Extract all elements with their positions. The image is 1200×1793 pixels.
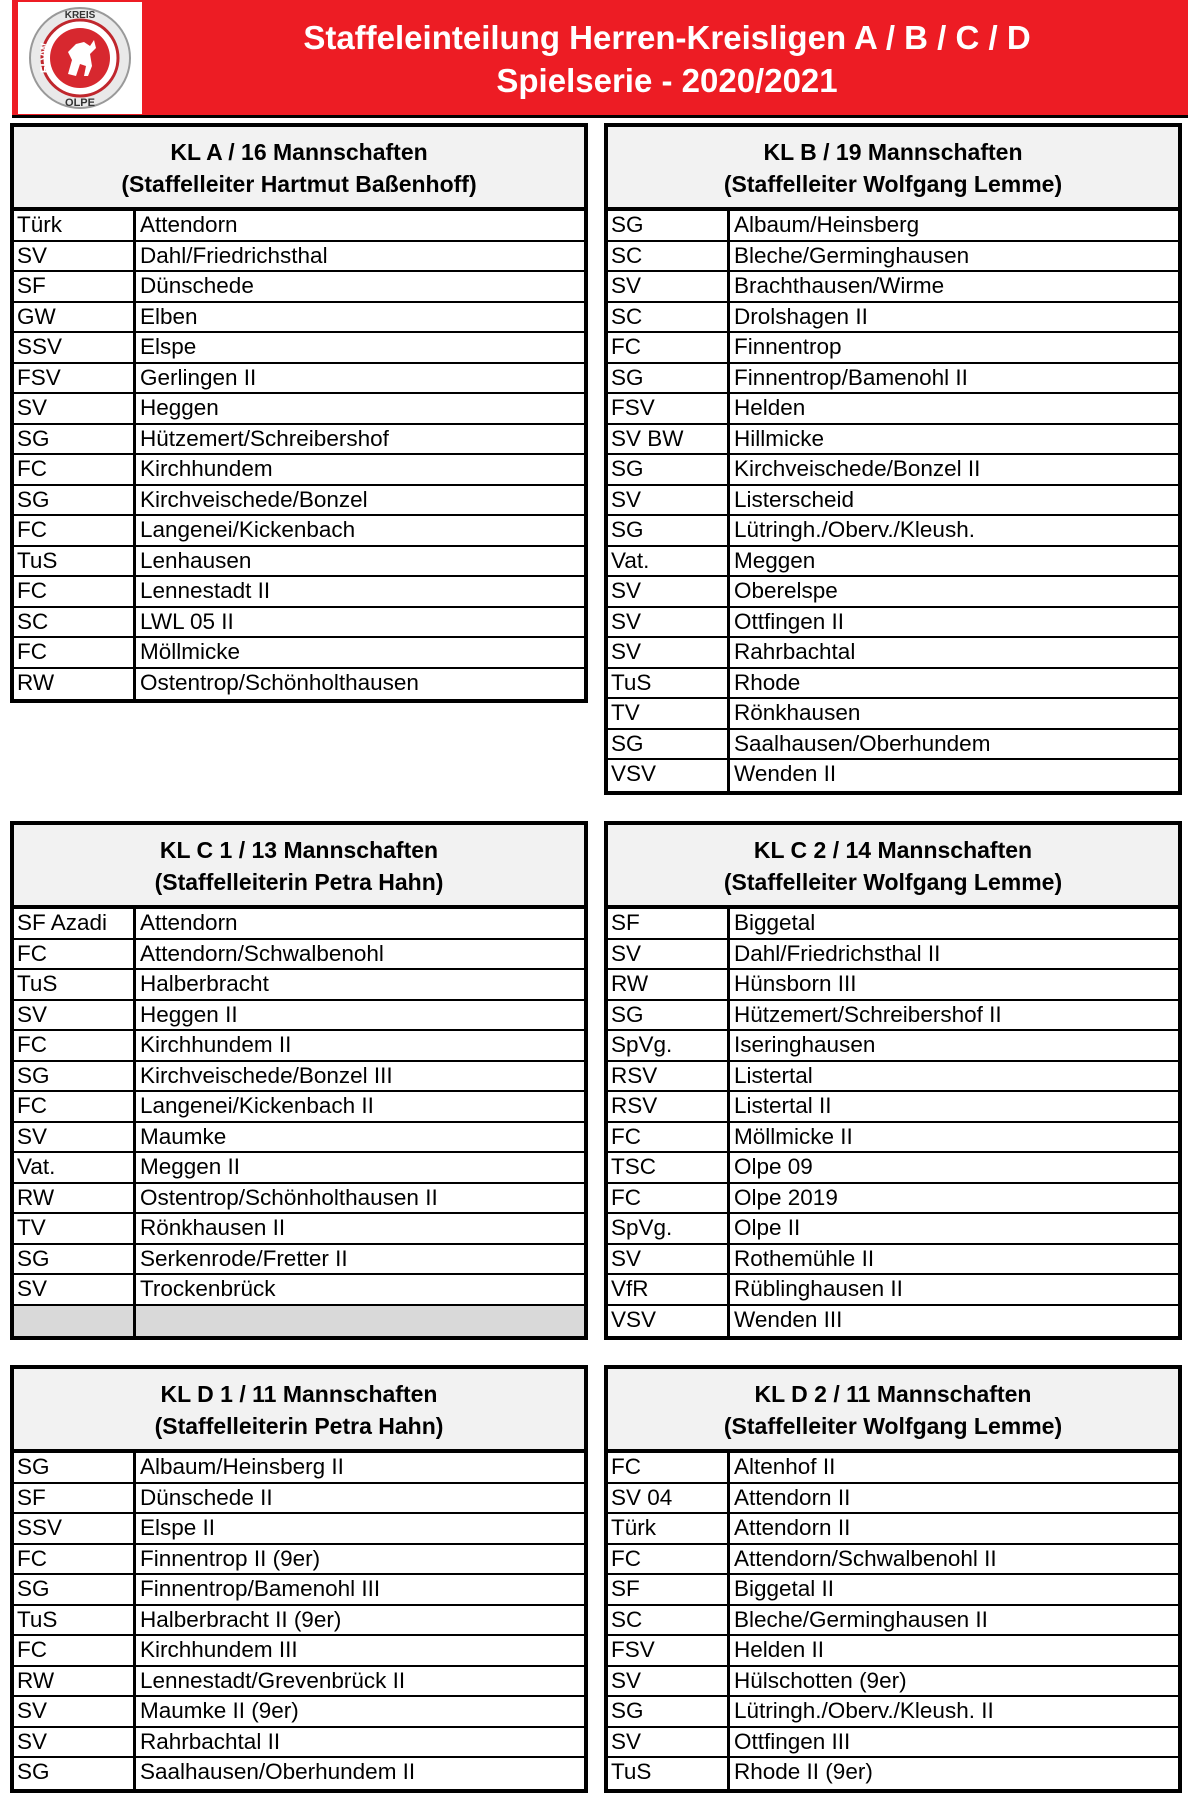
table-row (14, 1245, 584, 1276)
table-row (14, 669, 584, 700)
team-club: Helden (734, 395, 806, 420)
table-row (14, 1728, 584, 1759)
team-prefix: SG (14, 1062, 136, 1091)
team-prefix: FC (14, 638, 136, 667)
team-prefix: RSV (608, 1092, 730, 1121)
table-row (608, 970, 1178, 1001)
table-row (14, 608, 584, 639)
team-club: Dünschede II (140, 1484, 273, 1510)
team-club: Listerscheid (734, 486, 855, 512)
table-row (608, 455, 1178, 486)
table-row (14, 1758, 584, 1789)
team-prefix: FC (608, 1453, 730, 1482)
table-row (14, 425, 584, 456)
team-club: Wenden II (734, 761, 837, 786)
table-row (608, 364, 1178, 395)
team-club: Hülschotten (9er) (734, 1667, 907, 1693)
team-list (608, 211, 1178, 791)
table-row (14, 333, 584, 364)
team-prefix: SF Azadi (14, 909, 136, 938)
team-club: Brachthausen/Wirme (734, 273, 945, 298)
team-club: Elben (140, 303, 198, 329)
team-prefix: TuS (14, 1606, 136, 1635)
table-row (608, 1184, 1178, 1215)
league-table (604, 1365, 1182, 1793)
table-row (14, 1001, 584, 1032)
team-prefix: SG (14, 1575, 136, 1604)
team-club: Trockenbrück (140, 1276, 276, 1301)
league-leader: (Staffelleiter Wolfgang Lemme) (723, 869, 1063, 895)
table-row (608, 242, 1178, 273)
team-prefix: SG (14, 425, 136, 454)
table-row (608, 1214, 1178, 1245)
league-table (10, 123, 588, 703)
team-prefix: VSV (608, 760, 730, 791)
team-club: Lütringh./Oberv./Kleush. II (734, 1698, 994, 1723)
team-club: Serkenrode/Fretter II (140, 1245, 348, 1271)
league-title: KL B / 19 Mannschaften (763, 139, 1023, 165)
team-club: Helden II (734, 1637, 825, 1662)
table-row (608, 303, 1178, 334)
team-club: Halberbracht II (9er) (140, 1606, 342, 1632)
team-list (608, 1453, 1178, 1789)
team-club: Lütringh./Oberv./Kleush. (734, 517, 975, 542)
league-title: KL D 2 / 11 Mannschaften (754, 1381, 1032, 1407)
table-row (14, 1667, 584, 1698)
team-club: Langenei/Kickenbach II (140, 1093, 374, 1118)
team-prefix: FSV (608, 1636, 730, 1665)
team-prefix: VSV (608, 1306, 730, 1337)
league-title: KL A / 16 Mannschaften (170, 139, 428, 165)
logo-left-text: FLVW (39, 42, 51, 74)
table-row (14, 1606, 584, 1637)
team-prefix: SV 04 (608, 1484, 730, 1513)
team-club: Gerlingen II (140, 364, 257, 390)
team-prefix: VfR (608, 1275, 730, 1304)
team-prefix: FC (14, 1545, 136, 1574)
team-prefix: TuS (14, 547, 136, 576)
logo-container (18, 2, 142, 114)
team-club: Oberelspe (734, 578, 838, 603)
team-prefix: SV (14, 1275, 136, 1304)
table-row (14, 394, 584, 425)
table-row (608, 1636, 1178, 1667)
team-club: Kirchhundem (140, 456, 273, 481)
league-leader: (Staffelleiterin Petra Hahn) (154, 1413, 444, 1439)
team-club: Iseringhausen (734, 1032, 876, 1057)
team-club: Ostentrop/Schönholthausen II (140, 1184, 438, 1210)
team-club: Kirchveischede/Bonzel (140, 486, 368, 512)
team-club: Finnentrop II (9er) (140, 1545, 321, 1571)
team-club: Attendorn II (734, 1484, 851, 1510)
team-prefix: RW (14, 1667, 136, 1696)
team-club: Finnentrop (734, 334, 842, 359)
table-row (14, 364, 584, 395)
table-row (14, 303, 584, 334)
team-club: Maumke (140, 1123, 227, 1149)
table-row (608, 1606, 1178, 1637)
team-club: Altenhof II (734, 1454, 836, 1479)
team-prefix: SV (14, 1728, 136, 1757)
team-club: Rüblinghausen II (734, 1276, 903, 1301)
table-row (608, 669, 1178, 700)
flvw-kreis-olpe-logo-icon (24, 4, 136, 112)
team-club: Rahrbachtal (734, 639, 856, 664)
table-row (608, 1245, 1178, 1276)
team-club: Olpe II (734, 1215, 801, 1240)
table-row (608, 1667, 1178, 1698)
team-prefix: SV BW (608, 425, 730, 454)
team-prefix: SV (608, 1667, 730, 1696)
team-club: Finnentrop/Bamenohl II (734, 364, 968, 390)
team-club: Attendorn (140, 212, 238, 237)
team-list (14, 909, 584, 1336)
team-club: Dahl/Friedrichsthal II (734, 940, 941, 966)
table-row (14, 1575, 584, 1606)
team-prefix: SG (608, 1697, 730, 1726)
table-row (608, 1306, 1178, 1337)
team-prefix: SV (608, 940, 730, 969)
team-prefix: SC (608, 242, 730, 271)
team-prefix: RW (14, 669, 136, 700)
team-prefix: FC (14, 577, 136, 606)
team-prefix: FC (14, 1636, 136, 1665)
team-list (14, 1453, 584, 1789)
table-row (608, 1484, 1178, 1515)
table-row (608, 940, 1178, 971)
table-row (14, 1453, 584, 1484)
table-row (14, 211, 584, 242)
league-header (608, 1369, 1178, 1453)
team-club: Rothemühle II (734, 1245, 875, 1271)
table-row (14, 1306, 584, 1337)
team-club: Hünsborn III (734, 971, 857, 996)
team-club: Drolshagen II (734, 303, 868, 329)
team-club: Albaum/Heinsberg (734, 212, 920, 237)
table-row (14, 1184, 584, 1215)
table-row (608, 1123, 1178, 1154)
team-club: Ottfingen II (734, 608, 845, 634)
team-prefix: SF (14, 1484, 136, 1513)
table-row (14, 1545, 584, 1576)
team-prefix: GW (14, 303, 136, 332)
table-row (14, 1031, 584, 1062)
team-club: Ottfingen III (734, 1728, 851, 1754)
team-prefix: SV (608, 577, 730, 606)
team-club: Attendorn II (734, 1515, 851, 1540)
table-row (14, 940, 584, 971)
league-leader: (Staffelleiter Wolfgang Lemme) (723, 171, 1063, 197)
team-club: Kirchveischede/Bonzel II (734, 456, 981, 481)
table-row (608, 638, 1178, 669)
league-table (604, 123, 1182, 795)
league-table (10, 1365, 588, 1793)
team-prefix: SG (14, 1245, 136, 1274)
team-prefix: SG (608, 211, 730, 240)
team-club: Bleche/Germinghausen II (734, 1606, 988, 1632)
table-row (14, 1123, 584, 1154)
team-prefix: Vat. (14, 1153, 136, 1182)
team-prefix: FC (14, 1092, 136, 1121)
table-row (608, 1275, 1178, 1306)
team-prefix: SG (14, 1758, 136, 1789)
team-prefix: SSV (14, 1514, 136, 1543)
team-prefix: RW (608, 970, 730, 999)
team-club: Dahl/Friedrichsthal (140, 242, 328, 268)
logo-bottom-text: OLPE (65, 97, 95, 109)
team-prefix: FSV (14, 364, 136, 393)
team-prefix: SSV (14, 333, 136, 362)
team-club: Lennestadt II (140, 578, 271, 603)
table-row (608, 1453, 1178, 1484)
table-row (608, 1514, 1178, 1545)
table-row (608, 547, 1178, 578)
team-club: LWL 05 II (140, 608, 234, 634)
team-club: Bleche/Germinghausen (734, 242, 970, 268)
team-prefix: FC (608, 333, 730, 362)
team-club: Hützemert/Schreibershof II (734, 1001, 1002, 1027)
league-header (14, 825, 584, 909)
team-club: Heggen (140, 395, 219, 420)
team-prefix: FC (14, 516, 136, 545)
table-row (14, 1636, 584, 1667)
team-club: Kirchveischede/Bonzel III (140, 1062, 393, 1088)
table-row (14, 242, 584, 273)
team-club: Biggetal II (734, 1576, 835, 1601)
team-prefix: FC (608, 1184, 730, 1213)
team-club (136, 1306, 584, 1337)
team-prefix: FC (14, 1031, 136, 1060)
table-row (14, 1062, 584, 1093)
team-prefix: TuS (608, 1758, 730, 1789)
team-prefix: SV (608, 486, 730, 515)
team-club: Meggen (734, 547, 816, 573)
team-prefix: SV (14, 1001, 136, 1030)
team-prefix: Vat. (608, 547, 730, 576)
league-leader: (Staffelleiter Wolfgang Lemme) (723, 1413, 1063, 1439)
logo-top-text: KREIS (64, 10, 96, 21)
table-row (14, 1484, 584, 1515)
table-row (608, 211, 1178, 242)
table-row (14, 1514, 584, 1545)
team-prefix: SG (608, 364, 730, 393)
team-prefix: SV (608, 272, 730, 301)
table-row (14, 1275, 584, 1306)
table-row (608, 272, 1178, 303)
team-list (608, 909, 1178, 1336)
team-prefix (14, 1306, 136, 1337)
team-prefix: SF (608, 1575, 730, 1604)
table-row (608, 425, 1178, 456)
team-prefix: SV (14, 242, 136, 271)
team-prefix: SC (608, 1606, 730, 1635)
team-prefix: SV (14, 394, 136, 423)
table-row (608, 1092, 1178, 1123)
table-row (608, 608, 1178, 639)
team-prefix: FC (14, 455, 136, 484)
table-row (14, 547, 584, 578)
team-prefix: SF (14, 272, 136, 301)
table-row (608, 1575, 1178, 1606)
team-club: Halberbracht (140, 971, 269, 996)
team-club: Hillmicke (734, 425, 824, 451)
team-club: Elspe (140, 334, 197, 359)
league-title: KL C 2 / 14 Mannschaften (753, 837, 1033, 863)
team-prefix: TuS (14, 970, 136, 999)
table-row (14, 1153, 584, 1184)
team-prefix: FC (608, 1545, 730, 1574)
team-club: Saalhausen/Oberhundem II (140, 1759, 416, 1784)
team-club: Rhode (734, 669, 801, 695)
league-table (604, 821, 1182, 1340)
table-row (608, 577, 1178, 608)
team-club: Ostentrop/Schönholthausen (140, 669, 419, 695)
team-prefix: SF (608, 909, 730, 938)
table-row (608, 1728, 1178, 1759)
team-prefix: SG (14, 1453, 136, 1482)
table-row (14, 516, 584, 547)
table-row (608, 1001, 1178, 1032)
table-row (608, 730, 1178, 761)
team-prefix: FSV (608, 394, 730, 423)
table-row (608, 1758, 1178, 1789)
team-prefix: TuS (608, 669, 730, 698)
team-club: Olpe 2019 (734, 1184, 838, 1210)
page-title: Staffeleinteilung Herren-Kreisligen A / B / C / D (303, 19, 1031, 56)
team-prefix: SG (608, 455, 730, 484)
team-prefix: SpVg. (608, 1214, 730, 1243)
team-club: Kirchhundem III (140, 1637, 298, 1662)
team-club: Lenhausen (140, 547, 252, 573)
team-club: Rönkhausen (734, 700, 861, 725)
team-club: Listertal (734, 1062, 813, 1088)
table-row (14, 1092, 584, 1123)
team-prefix: Türk (608, 1514, 730, 1543)
team-prefix: SV (608, 608, 730, 637)
league-header (608, 825, 1178, 909)
table-row (608, 1031, 1178, 1062)
table-row (608, 1062, 1178, 1093)
team-prefix: TV (608, 699, 730, 728)
table-row (608, 516, 1178, 547)
table-row (14, 1697, 584, 1728)
team-prefix: SV (608, 1245, 730, 1274)
team-club: Rahrbachtal II (140, 1728, 281, 1754)
team-club: Wenden III (734, 1306, 843, 1332)
page-subtitle: Spielserie - 2020/2021 (496, 62, 838, 99)
table-row (14, 272, 584, 303)
team-club: Möllmicke (140, 639, 241, 664)
table-row (608, 760, 1178, 791)
table-row (14, 577, 584, 608)
team-club: Langenei/Kickenbach (140, 517, 356, 542)
team-prefix: SG (608, 730, 730, 759)
table-row (14, 486, 584, 517)
team-prefix: SC (14, 608, 136, 637)
team-club: Elspe II (140, 1515, 216, 1540)
team-club: Dünschede (140, 273, 254, 298)
league-title: KL D 1 / 11 Mannschaften (160, 1381, 438, 1407)
table-row (608, 394, 1178, 425)
league-header (14, 127, 584, 211)
team-prefix: TV (14, 1214, 136, 1243)
league-header (14, 1369, 584, 1453)
team-club: Attendorn/Schwalbenohl (140, 940, 384, 966)
team-club: Heggen II (140, 1001, 238, 1027)
team-club: Hützemert/Schreibershof (140, 425, 389, 451)
table-row (14, 970, 584, 1001)
team-prefix: RW (14, 1184, 136, 1213)
team-list (14, 211, 584, 699)
team-club: Olpe 09 (734, 1154, 813, 1179)
league-leader: (Staffelleiter Hartmut Baßenhoff) (121, 171, 477, 197)
team-club: Lennestadt/Grevenbrück II (140, 1667, 406, 1693)
team-club: Attendorn/Schwalbenohl II (734, 1545, 997, 1571)
team-prefix: SV (14, 1123, 136, 1152)
table-row (14, 638, 584, 669)
team-prefix: SV (14, 1697, 136, 1726)
team-club: Meggen II (140, 1154, 241, 1179)
team-club: Rönkhausen II (140, 1215, 286, 1240)
header-banner (12, 0, 1188, 118)
team-club: Albaum/Heinsberg II (140, 1454, 344, 1479)
team-prefix: SG (608, 516, 730, 545)
team-prefix: FC (14, 940, 136, 969)
team-prefix: SpVg. (608, 1031, 730, 1060)
team-club: Biggetal (734, 910, 816, 935)
league-title: KL C 1 / 13 Mannschaften (159, 837, 439, 863)
team-prefix: SG (14, 486, 136, 515)
team-prefix: SC (608, 303, 730, 332)
team-club: Maumke II (9er) (140, 1698, 299, 1723)
table-row (608, 1545, 1178, 1576)
team-club: Möllmicke II (734, 1123, 853, 1149)
team-prefix: SG (608, 1001, 730, 1030)
team-club: Rhode II (9er) (734, 1759, 873, 1784)
team-club: Kirchhundem II (140, 1032, 292, 1057)
team-prefix: SV (608, 638, 730, 667)
table-row (14, 909, 584, 940)
team-prefix: RSV (608, 1062, 730, 1091)
team-club: Finnentrop/Bamenohl III (140, 1576, 381, 1601)
league-leader: (Staffelleiterin Petra Hahn) (154, 869, 444, 895)
team-prefix: Türk (14, 211, 136, 240)
table-row (608, 699, 1178, 730)
table-row (608, 909, 1178, 940)
league-table (10, 821, 588, 1340)
team-prefix: TSC (608, 1153, 730, 1182)
table-row (608, 486, 1178, 517)
team-prefix: FC (608, 1123, 730, 1152)
table-row (14, 1214, 584, 1245)
table-row (608, 1697, 1178, 1728)
team-club: Attendorn (140, 910, 238, 935)
table-row (608, 333, 1178, 364)
table-row (608, 1153, 1178, 1184)
team-club: Listertal II (734, 1093, 832, 1118)
table-row (14, 455, 584, 486)
league-header (608, 127, 1178, 211)
team-prefix: SV (608, 1728, 730, 1757)
team-club: Saalhausen/Oberhundem (734, 730, 991, 756)
